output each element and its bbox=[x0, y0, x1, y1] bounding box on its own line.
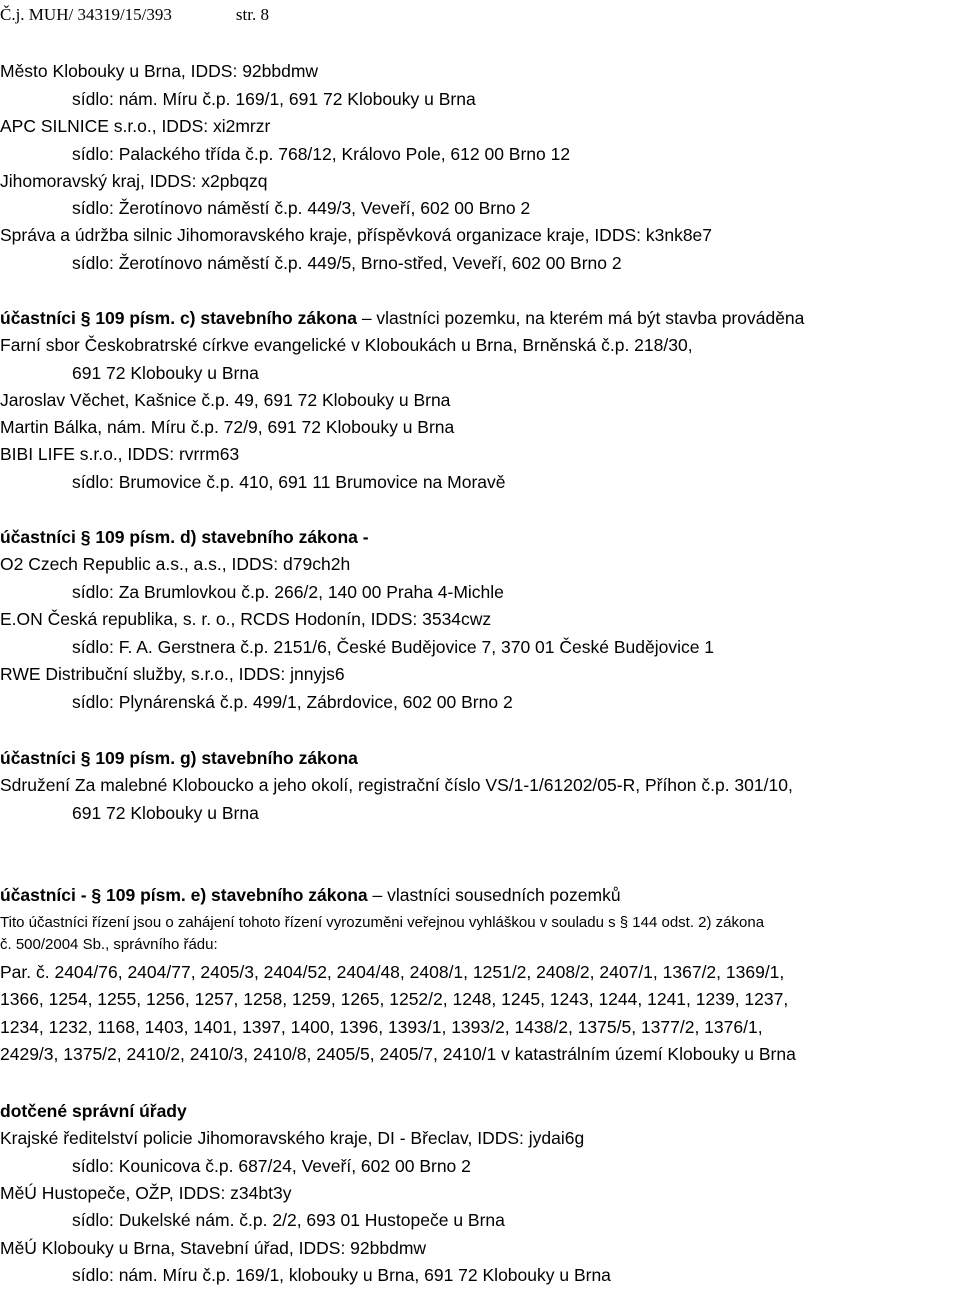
page-header bbox=[0, 4, 269, 26]
list-item: Farní sbor Českobratrské církve evangelické v Kloboukách u Brna, Brněnská č.p. 218/30, bbox=[0, 335, 693, 355]
participant-seat: sídlo: Palackého třída č.p. 768/12, Královo Pole, 612 00 Brno 12 bbox=[72, 144, 571, 164]
list-item: sídlo: Plynárenská č.p. 499/1, Zábrdovice, 602 00 Brno 2 bbox=[72, 692, 513, 712]
list-item: sídlo: Kounicova č.p. 687/24, Veveří, 602 00 Brno 2 bbox=[72, 1156, 471, 1176]
list-item: sídlo: Za Brumlovkou č.p. 266/2, 140 00 Praha 4-Michle bbox=[72, 582, 504, 602]
parcel-list: Par. č. 2404/76, 2404/77, 2405/3, 2404/52, 2404/48, 2408/1, 1251/2, 2408/2, 2407/1, 1367/2, 1369/1, bbox=[0, 962, 785, 982]
participant-name: APC SILNICE s.r.o., IDDS: xi2mrzr bbox=[0, 116, 271, 136]
section-e-title: účastníci - § 109 písm. e) stavebního zákona bbox=[0, 885, 368, 905]
section-c-title: účastníci § 109 písm. c) stavebního zákona bbox=[0, 308, 357, 328]
list-item: E.ON Česká republika, s. r. o., RCDS Hodonín, IDDS: 3534cwz bbox=[0, 609, 492, 629]
section-g-title: účastníci § 109 písm. g) stavebního zákona bbox=[0, 748, 358, 768]
section-c-subtitle: – vlastníci pozemku, na kterém má být stavba prováděna bbox=[356, 308, 805, 328]
list-item: Martin Bálka, nám. Míru č.p. 72/9, 691 72 Klobouky u Brna bbox=[0, 417, 455, 437]
section-e-note: Tito účastníci řízení jsou o zahájení tohoto řízení vyrozuměni veřejnou vyhláškou v souladu s § 144 odst. 2) zákona bbox=[0, 914, 765, 931]
list-item: Sdružení Za malebné Kloboucko a jeho okolí, registrační číslo VS/1-1/61202/05-R, Příhon č.p. 301/10, bbox=[0, 775, 793, 795]
section-e-heading bbox=[0, 884, 621, 906]
participant-name: Město Klobouky u Brna, IDDS: 92bbdmw bbox=[0, 61, 319, 81]
list-item: BIBI LIFE s.r.o., IDDS: rvrrm63 bbox=[0, 444, 240, 464]
list-item: sídlo: Brumovice č.p. 410, 691 11 Brumovice na Moravě bbox=[72, 472, 506, 492]
participant-seat: sídlo: nám. Míru č.p. 169/1, 691 72 Klobouky u Brna bbox=[72, 89, 476, 109]
list-item: MěÚ Klobouky u Brna, Stavební úřad, IDDS: 92bbdmw bbox=[0, 1238, 427, 1258]
section-g-heading bbox=[0, 747, 358, 769]
section-c-heading bbox=[0, 307, 804, 329]
authorities-title: dotčené správní úřady bbox=[0, 1101, 187, 1121]
list-item: O2 Czech Republic a.s., a.s., IDDS: d79ch2h bbox=[0, 554, 351, 574]
parcel-list: 1234, 1232, 1168, 1403, 1401, 1397, 1400, 1396, 1393/1, 1393/2, 1438/2, 1375/5, 1377/2, 1376/1, bbox=[0, 1017, 763, 1037]
page-number: str. 8 bbox=[235, 5, 269, 24]
section-d-title: účastníci § 109 písm. d) stavebního zákona - bbox=[0, 527, 369, 547]
list-item: sídlo: nám. Míru č.p. 169/1, klobouky u Brna, 691 72 Klobouky u Brna bbox=[72, 1265, 611, 1285]
list-item: sídlo: F. A. Gerstnera č.p. 2151/6, České Budějovice 7, 370 01 České Budějovice 1 bbox=[72, 637, 715, 657]
list-item: sídlo: Dukelské nám. č.p. 2/2, 693 01 Hustopeče u Brna bbox=[72, 1210, 505, 1230]
list-item: Krajské ředitelství policie Jihomoravského kraje, DI - Břeclav, IDDS: jydai6g bbox=[0, 1128, 585, 1148]
section-d-heading bbox=[0, 526, 369, 548]
list-item: Jaroslav Věchet, Kašnice č.p. 49, 691 72 Klobouky u Brna bbox=[0, 390, 451, 410]
reference-number: Č.j. MUH/ 34319/15/393 bbox=[0, 5, 172, 24]
participant-name: Jihomoravský kraj, IDDS: x2pbqzq bbox=[0, 171, 268, 191]
participant-name: Správa a údržba silnic Jihomoravského kraje, příspěvková organizace kraje, IDDS: k3nk8e7 bbox=[0, 225, 713, 245]
list-item: MěÚ Hustopeče, OŽP, IDDS: z34bt3y bbox=[0, 1183, 292, 1203]
parcel-list: 2429/3, 1375/2, 2410/2, 2410/3, 2410/8, 2405/5, 2405/7, 2410/1 v katastrálním území Klobouky u Brna bbox=[0, 1044, 796, 1064]
authorities-heading bbox=[0, 1100, 187, 1122]
participant-seat: sídlo: Žerotínovo náměstí č.p. 449/5, Brno-střed, Veveří, 602 00 Brno 2 bbox=[72, 253, 622, 273]
participant-seat: sídlo: Žerotínovo náměstí č.p. 449/3, Veveří, 602 00 Brno 2 bbox=[72, 198, 531, 218]
parcel-list: 1366, 1254, 1255, 1256, 1257, 1258, 1259, 1265, 1252/2, 1248, 1245, 1243, 1244, 1241, 1239, 1237, bbox=[0, 989, 789, 1009]
list-item: 691 72 Klobouky u Brna bbox=[72, 363, 259, 383]
list-item: 691 72 Klobouky u Brna bbox=[72, 803, 259, 823]
section-e-note: č. 500/2004 Sb., správního řádu: bbox=[0, 936, 218, 953]
section-e-subtitle: – vlastníci sousedních pozemků bbox=[367, 885, 621, 905]
list-item: RWE Distribuční služby, s.r.o., IDDS: jnnyjs6 bbox=[0, 664, 345, 684]
